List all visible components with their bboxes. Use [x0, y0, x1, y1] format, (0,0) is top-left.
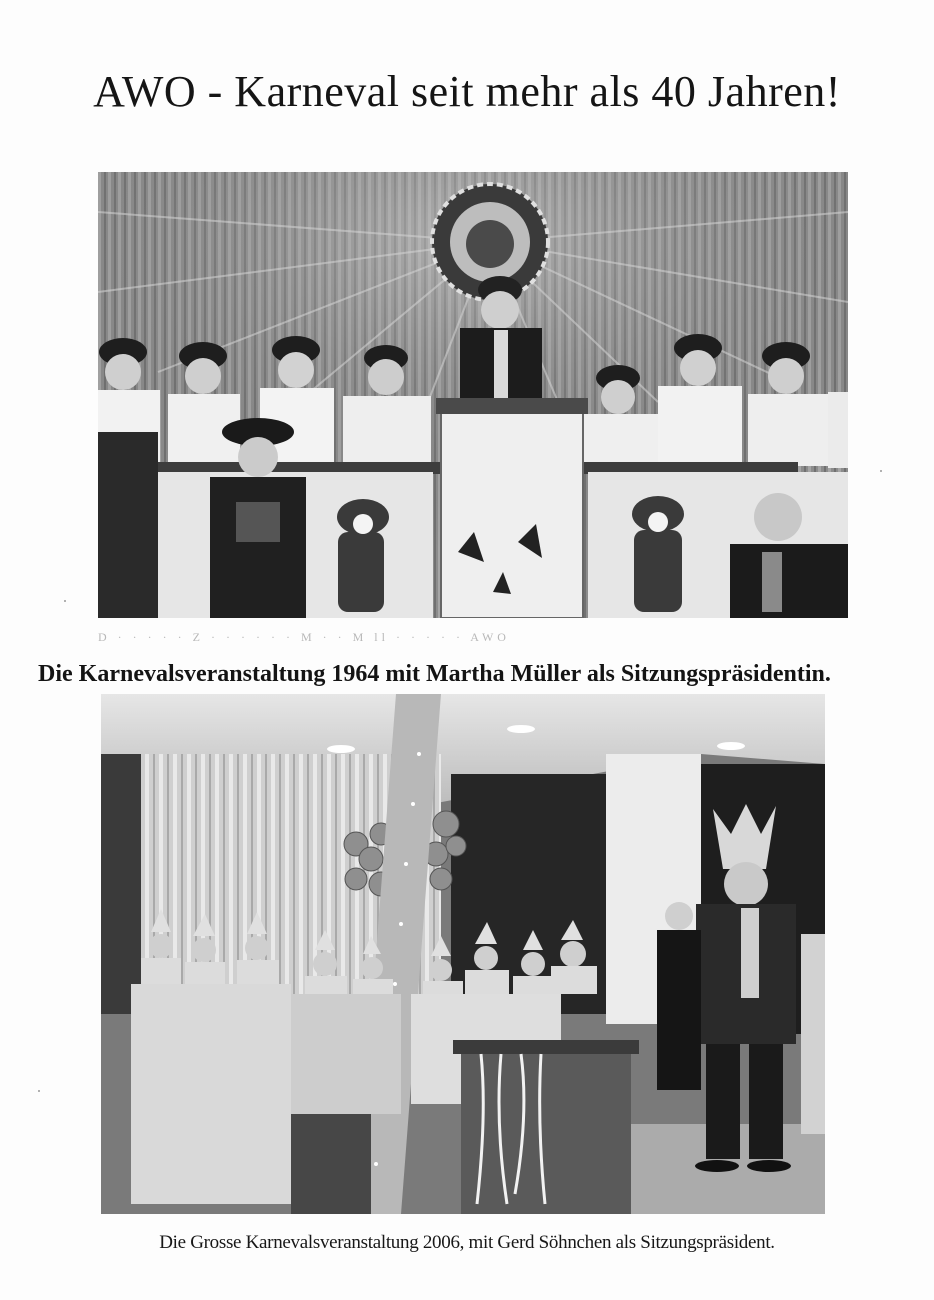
photo-2006-caption: Die Grosse Karnevalsveranstaltung 2006, mit Gerd Söhnchen als Sitzungspräsident.: [159, 1232, 775, 1253]
paper-speck: [38, 1090, 40, 1092]
faint-bleedthrough-text: D · · · · · Z · · · · · · M · · M ll · · · · · AWO: [98, 630, 510, 644]
photo-1964-image: [98, 172, 848, 618]
page-title: AWO - Karneval seit mehr als 40 Jahren!: [93, 67, 841, 116]
paper-speck: [64, 600, 66, 602]
photo-2006-carnival: [101, 694, 825, 1214]
photo-1964-carnival: [98, 172, 848, 618]
paper-speck: [880, 470, 882, 472]
photo-2006-image: [101, 694, 825, 1214]
photo-1964-caption: Die Karnevalsveranstaltung 1964 mit Martha Müller als Sitzungspräsidentin.: [38, 661, 831, 687]
